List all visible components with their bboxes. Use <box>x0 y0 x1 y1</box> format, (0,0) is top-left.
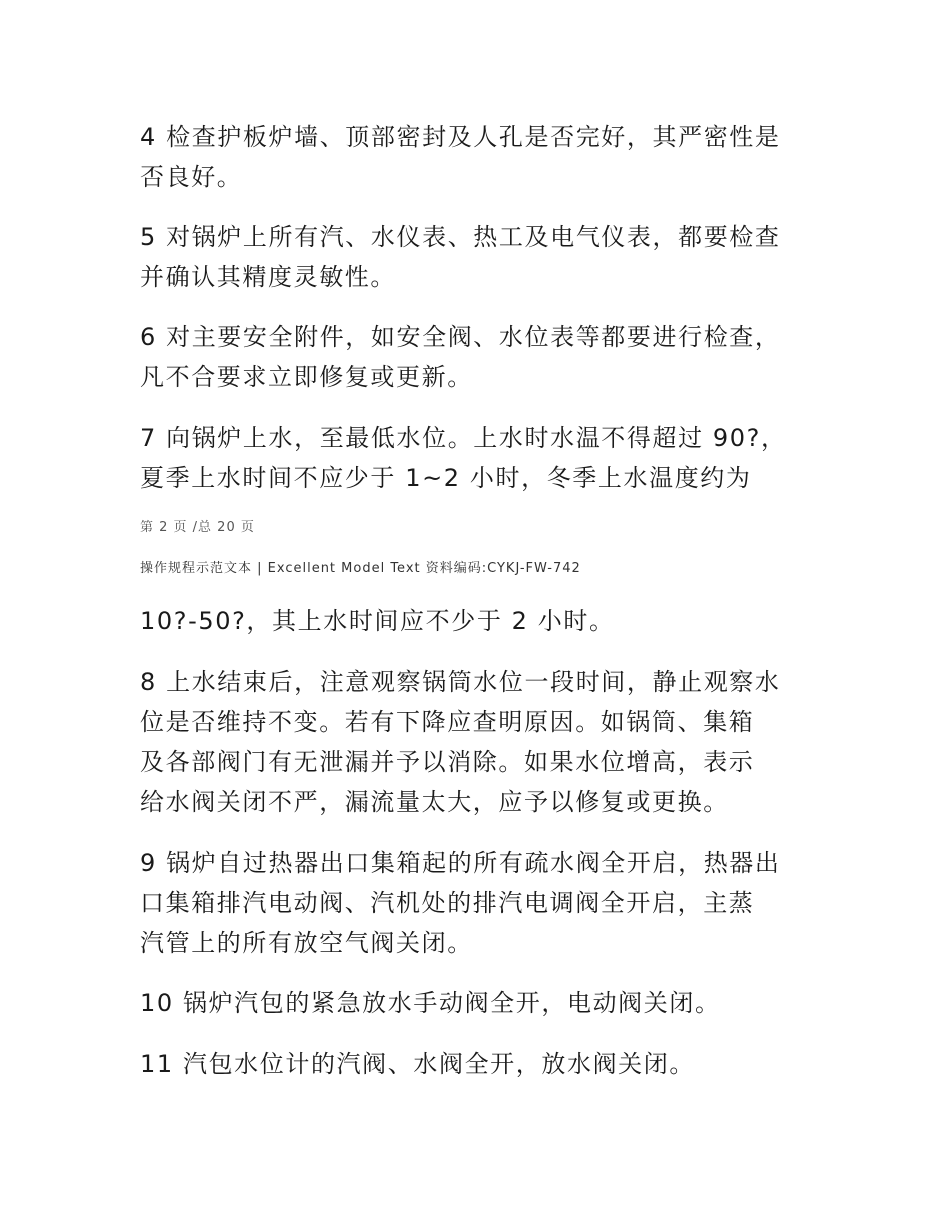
paragraph-item-8 <box>140 662 820 822</box>
document-header: 操作规程示范文本 | Excellent Model Text 资料编码:CYKJ-FW-742 <box>140 561 581 576</box>
paragraph-item-5 <box>140 217 820 297</box>
paragraph-line: 及各部阀门有无泄漏并予以消除。如果水位增高，表示 <box>140 748 755 776</box>
paragraph-continuation <box>140 601 820 641</box>
paragraph-item-10 <box>140 983 820 1023</box>
paragraph-item-11 <box>140 1044 820 1084</box>
paragraph-line: 位是否维持不变。若有下降应查明原因。如锅筒、集箱 <box>140 708 755 736</box>
paragraph-line: 夏季上水时间不应少于 1~2 小时，冬季上水温度约为 <box>140 464 752 492</box>
paragraph-line: 4 检查护板炉墙、顶部密封及人孔是否完好，其严密性是 <box>140 123 781 151</box>
paragraph-item-7 <box>140 418 820 498</box>
paragraph-item-9 <box>140 843 820 963</box>
paragraph-line: 否良好。 <box>140 163 243 191</box>
paragraph-line: 并确认其精度灵敏性。 <box>140 263 396 291</box>
paragraph-line: 汽管上的所有放空气阀关闭。 <box>140 929 473 957</box>
paragraph-line: 7 向锅炉上水，至最低水位。上水时水温不得超过 90?， <box>140 424 787 452</box>
page-number-footer: 第 2 页 /总 20 页 <box>140 520 255 535</box>
paragraph-line: 8 上水结束后，注意观察锅筒水位一段时间，静止观察水 <box>140 668 781 696</box>
paragraph-line: 给水阀关闭不严，漏流量太大，应予以修复或更换。 <box>140 788 729 816</box>
paragraph-line: 5 对锅炉上所有汽、水仪表、热工及电气仪表，都要检查 <box>140 223 781 251</box>
paragraph-line: 11 汽包水位计的汽阀、水阀全开，放水阀关闭。 <box>140 1050 695 1078</box>
paragraph-item-6 <box>140 317 820 397</box>
paragraph-line: 9 锅炉自过热器出口集箱起的所有疏水阀全开启，热器出 <box>140 849 781 877</box>
paragraph-line: 10?-50?，其上水时间应不少于 2 小时。 <box>140 607 615 635</box>
paragraph-line: 口集箱排汽电动阀、汽机处的排汽电调阀全开启，主蒸 <box>140 889 755 917</box>
paragraph-line: 凡不合要求立即修复或更新。 <box>140 363 473 391</box>
paragraph-line: 10 锅炉汽包的紧急放水手动阀全开，电动阀关闭。 <box>140 989 721 1017</box>
paragraph-line: 6 对主要安全附件，如安全阀、水位表等都要进行检查， <box>140 323 781 351</box>
paragraph-item-4 <box>140 117 820 197</box>
